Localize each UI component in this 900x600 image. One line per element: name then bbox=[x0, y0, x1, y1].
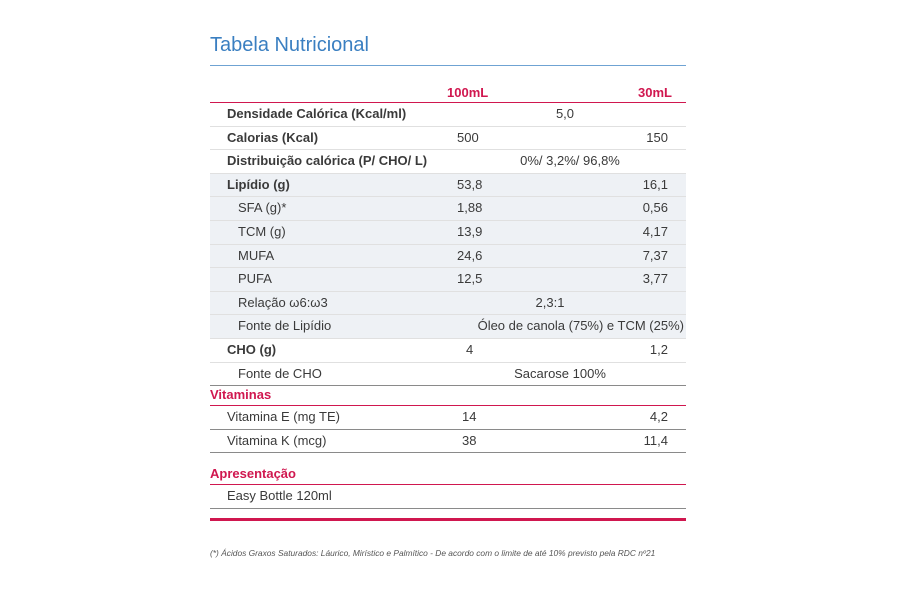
table-row bbox=[210, 291, 686, 315]
row-label: MUFA bbox=[238, 247, 275, 263]
row-value-100ml: 12,5 bbox=[457, 271, 483, 287]
row-value-30ml: 1,2 bbox=[649, 341, 668, 357]
row-value-100ml: 24,6 bbox=[457, 247, 483, 263]
row-value: 5,0 bbox=[555, 106, 575, 121]
table-row bbox=[210, 314, 686, 338]
row-value-30ml: 11,4 bbox=[643, 432, 668, 448]
bottom-divider bbox=[210, 518, 686, 521]
row-value-100ml: 500 bbox=[457, 129, 479, 145]
row-label: Vitamina K (mcg) bbox=[227, 432, 327, 448]
title-divider bbox=[210, 65, 686, 66]
row-value-100ml: 1,88 bbox=[457, 200, 483, 216]
table-row bbox=[210, 429, 686, 454]
row-value: 2,3:1 bbox=[535, 294, 565, 310]
row-label: Lipídio (g) bbox=[227, 176, 290, 192]
table-row bbox=[210, 149, 686, 173]
table-row bbox=[210, 126, 686, 150]
section-heading-vitaminas: Vitaminas bbox=[210, 387, 272, 402]
row-label: TCM (g) bbox=[238, 223, 286, 239]
apresentacao-table bbox=[210, 484, 686, 509]
table-row bbox=[210, 267, 686, 291]
section-heading-apresentacao: Apresentação bbox=[210, 466, 296, 481]
table-row bbox=[210, 102, 686, 126]
row-value-100ml: 38 bbox=[462, 432, 477, 448]
row-value-100ml: 14 bbox=[462, 409, 477, 424]
table-row bbox=[210, 338, 686, 362]
row-label: Fonte de Lipídio bbox=[238, 318, 332, 334]
table-row bbox=[210, 196, 686, 220]
row-value-30ml: 3,77 bbox=[642, 271, 668, 287]
row-value-100ml: 13,9 bbox=[457, 223, 483, 239]
row-value-100ml: 4 bbox=[466, 341, 474, 357]
vitaminas-table bbox=[210, 405, 686, 453]
row-value-30ml: 7,37 bbox=[642, 247, 668, 263]
row-value-30ml: 16,1 bbox=[642, 176, 668, 192]
row-label: Easy Bottle 120ml bbox=[227, 488, 332, 503]
row-label: PUFA bbox=[238, 271, 272, 287]
column-header-30ml: 30mL bbox=[638, 85, 672, 100]
page-title: Tabela Nutricional bbox=[210, 34, 369, 56]
footnote: (*) Ácidos Graxos Saturados: Láurico, Mirístico e Palmítico - De acordo com o limite de até 10% previsto pela RDC nº21 bbox=[210, 548, 656, 558]
row-label: Densidade Calórica (Kcal/ml) bbox=[227, 106, 407, 121]
row-label: Fonte de CHO bbox=[238, 365, 322, 381]
row-value-30ml: 4,17 bbox=[642, 223, 668, 239]
table-row bbox=[210, 362, 686, 387]
row-value-30ml: 4,2 bbox=[649, 409, 668, 424]
row-value: 0%/ 3,2%/ 96,8% bbox=[520, 153, 620, 169]
row-value-100ml: 53,8 bbox=[457, 176, 483, 192]
table-row bbox=[210, 220, 686, 244]
row-value: Sacarose 100% bbox=[514, 365, 606, 381]
row-label: CHO (g) bbox=[227, 341, 277, 357]
row-value-30ml: 150 bbox=[646, 129, 668, 145]
column-header-100ml: 100mL bbox=[447, 85, 489, 100]
row-label: Vitamina E (mg TE) bbox=[227, 409, 340, 424]
table-row bbox=[210, 405, 686, 429]
row-value-30ml: 0,56 bbox=[642, 200, 668, 216]
table-row bbox=[210, 484, 686, 509]
row-label: Distribuição calórica (P/ CHO/ L) bbox=[227, 153, 428, 169]
table-row bbox=[210, 173, 686, 197]
table-row bbox=[210, 244, 686, 268]
row-value: Óleo de canola (75%) e TCM (25%) bbox=[477, 318, 684, 334]
row-label: Calorias (Kcal) bbox=[227, 129, 319, 145]
row-label: Relação ω6:ω3 bbox=[238, 294, 328, 310]
row-label: SFA (g)* bbox=[238, 200, 287, 216]
nutrition-table bbox=[210, 102, 686, 386]
